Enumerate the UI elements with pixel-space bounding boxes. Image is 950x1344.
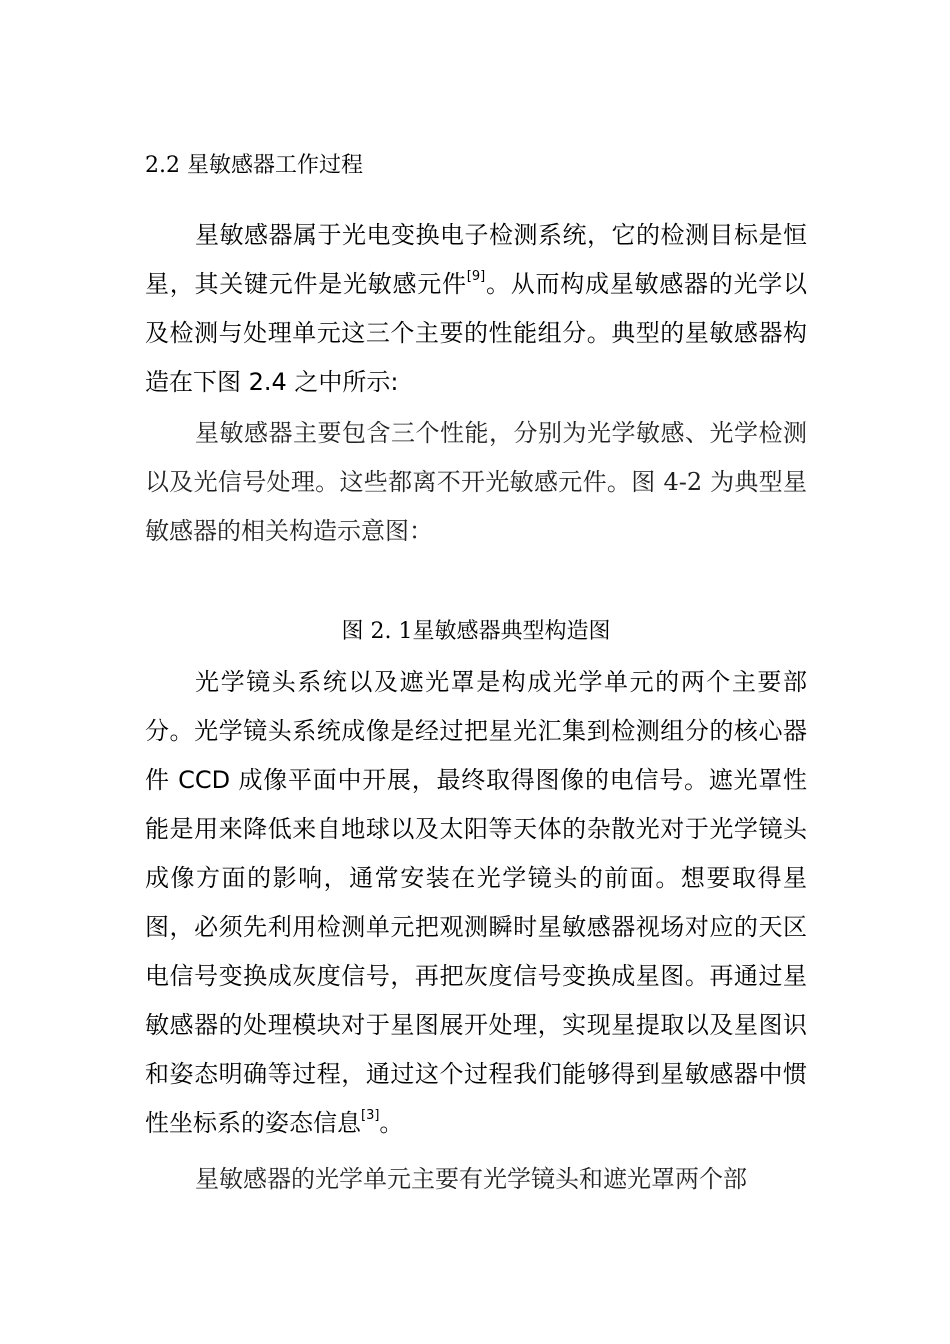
citation-ref-9: [9] — [466, 269, 486, 284]
paragraph-functions — [145, 409, 807, 556]
paragraph-functions-text: 星敏感器主要包含三个性能，分别为光学敏感、光学检测以及光信号处理。这些都离不开光敏感元件。图 4-2 为典型星敏感器的相关构造示意图： — [145, 419, 807, 545]
citation-ref-3: [3] — [361, 1108, 380, 1123]
paragraph-optical-components — [145, 1155, 807, 1204]
paragraph-optical-components-text: 星敏感器的光学单元主要有光学镜头和遮光罩两个部 — [195, 1165, 747, 1193]
paragraph-intro — [145, 211, 807, 407]
paragraph-optical-unit — [145, 658, 807, 1148]
paragraph-intro-text-cont: 。从而构成星敏感器的光学以及检测与处理单元这三个主要的性能组分。典型的星敏感器构造在下图 2.4 之中所示: — [145, 270, 808, 396]
figure-caption: 图 2. 1星敏感器典型构造图 — [341, 619, 611, 644]
section-heading: 2.2 星敏感器工作过程 — [145, 153, 363, 178]
paragraph-intro-text: 星敏感器属于光电变换电子检测系统，它的检测目标是恒星，其关键元件是光敏感元件 — [145, 221, 807, 298]
paragraph-optical-unit-text: 光学镜头系统以及遮光罩是构成光学单元的两个主要部分。光学镜头系统成像是经过把星光汇集到检测组分的核心器件 CCD 成像平面中开展，最终取得图像的电信号。遮光罩性能是用来降低来自地球以及太阳等天体的杂散光对于光学镜头成像方面的影响，通常安装在光学镜头的前面。想要取得星图，必须先利用检测单元把观测瞬时星敏感器视场对应的天区电信号变换成灰度信号，再把灰度信号变换成星图。再通过星敏感器的处理模块对于星图展开处理，实现星提取以及星图识和姿态明确等过程，通过这个过程我们能够得到星敏感器中惯性坐标系的姿态信息 — [145, 668, 807, 1137]
paragraph-optical-unit-text-cont: 。 — [379, 1109, 404, 1137]
